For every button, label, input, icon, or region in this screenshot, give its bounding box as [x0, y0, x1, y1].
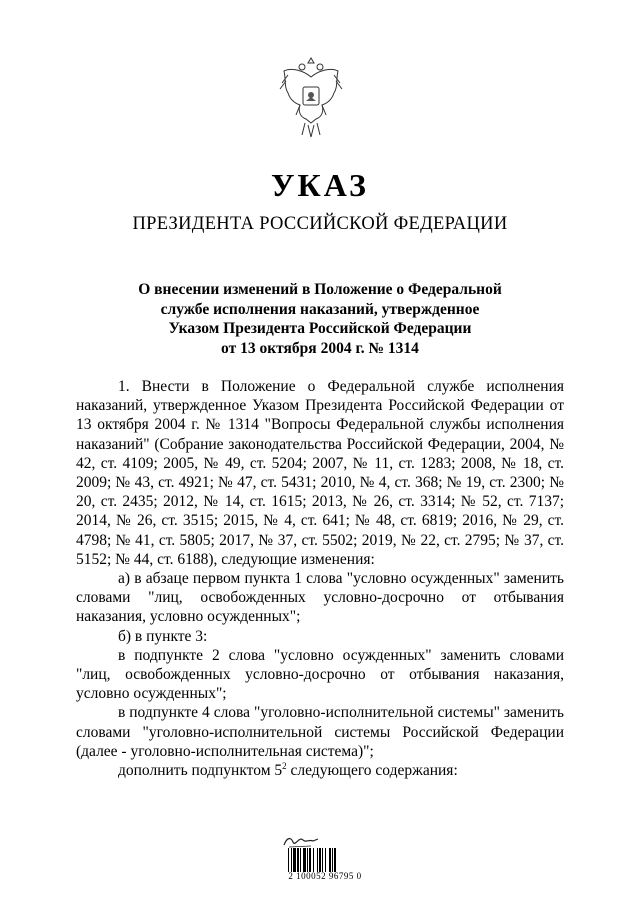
document-subtitle: ПРЕЗИДЕНТА РОССИЙСКОЙ ФЕДЕРАЦИИ	[132, 214, 508, 234]
clause-text: дополнить подпунктом 5	[118, 762, 283, 780]
coat-of-arms-emblem	[278, 57, 344, 139]
heading-line: О внесении изменений в Положение о Федеральной	[138, 281, 502, 298]
subitem-b-clause-1: в подпункте 2 слова "условно осужденных" заменить словами "лиц, освобожденных условно-досрочно от отбывания наказания, условно осужденных";	[76, 646, 564, 703]
barcode-number: 2 100052 96795 0	[288, 871, 362, 881]
heading-line: Указом Президента Российской Федерации	[168, 320, 472, 337]
handwritten-mark-icon	[281, 833, 321, 849]
heading-line: от 13 октября 2004 г. № 1314	[221, 339, 419, 357]
decree-body	[76, 377, 564, 780]
paragraph-1: 1. Внести в Положение о Федеральной службе исполнения наказаний, утвержденное Указом Президента Российской Федерации от 13 октября 2004 г. № 1314 "Вопросы Федеральной службы исполнения наказаний" (Собрание законодательства Российской Федерации, 2004, № 42, ст. 4109; 2005, № 49, ст. 5204; 2007, № 11, ст. 1283; 2008, № 18, ст. 2009; № 43, ст. 4921; № 47, ст. 5431; 2010, № 4, ст. 368; № 19, ст. 2300; № 20, ст. 2435; 2012, № 14, ст. 1615; 2013, № 26, ст. 3314; № 52, ст. 7137; 2014, № 26, ст. 3515; 2015, № 4, ст. 641; № 48, ст. 6819; 2016, № 29, ст. 4798; № 41, ст. 5805; 2017, № 37, ст. 5502; 2019, № 22, ст. 2795; № 37, ст. 5152; № 44, ст. 6188), следующие изменения:	[76, 378, 564, 568]
decree-heading	[100, 280, 540, 358]
subitem-b-clause-2: в подпункте 4 слова "уголовно-исполнительной системы" заменить словами "уголовно-исполнительной системы Российской Федерации (далее - уголовно-исполнительная система)";	[76, 704, 564, 760]
subitem-a: а) в абзаце первом пункта 1 слова "условно осужденных" заменить словами "лиц, освобожденных условно-досрочно от отбывания наказания, условно осужденных";	[76, 570, 564, 626]
superscript: 2	[282, 760, 287, 771]
subitem-b-clause-3	[76, 761, 564, 780]
subitem-b: б) в пункте 3:	[118, 627, 208, 645]
heading-line: службе исполнения наказаний, утвержденное	[160, 300, 480, 318]
clause-tail: следующего содержания:	[286, 762, 458, 780]
document-title: УКАЗ	[271, 167, 369, 203]
